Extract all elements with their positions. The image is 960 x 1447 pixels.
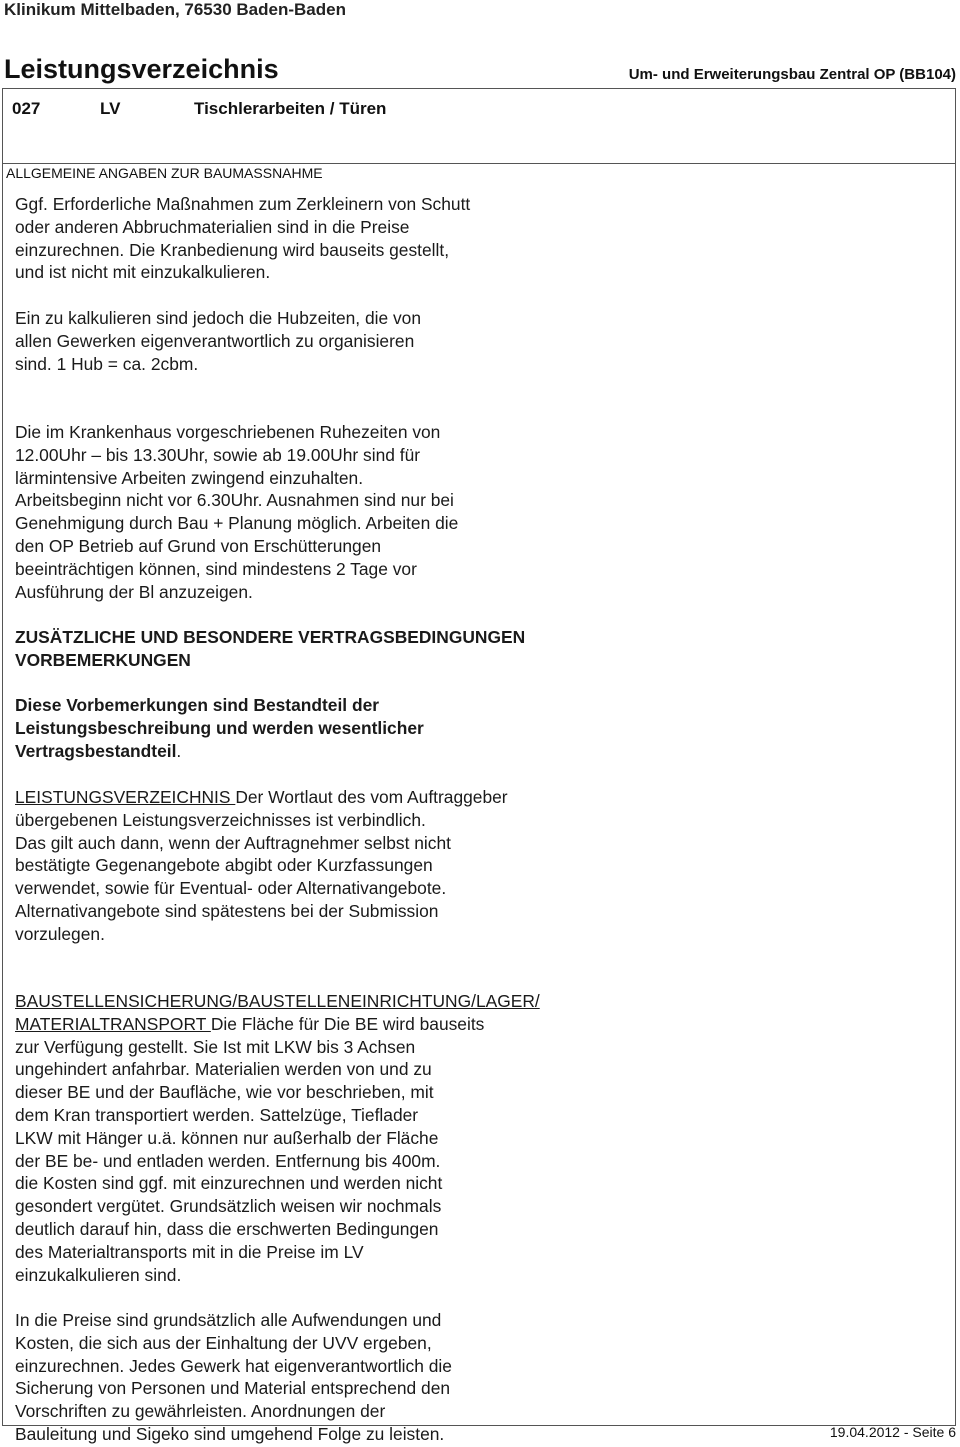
section-label: ALLGEMEINE ANGABEN ZUR BAUMASSNAHME xyxy=(6,165,323,181)
text-line: bestätigte Gegenangebote abgibt oder Kurzfassungen xyxy=(15,855,433,876)
footer-date-page: 19.04.2012 - Seite 6 xyxy=(829,1424,956,1440)
text-line: verwendet, sowie für Eventual- oder Alternativangebote. xyxy=(15,878,447,899)
lv-title: Tischlerarbeiten / Türen xyxy=(194,99,387,118)
text-span: Die Fläche für Die BE wird bauseits xyxy=(210,1013,485,1034)
text-line: Die im Krankenhaus vorgeschriebenen Ruhezeiten von xyxy=(15,422,441,442)
underlined-heading: BAUSTELLENSICHERUNG/BAUSTELLENEINRICHTUNG/LAGER/ xyxy=(15,991,540,1011)
clinic-header: Klinikum Mittelbaden, 76530 Baden-Baden xyxy=(4,0,346,19)
document-title: Leistungsverzeichnis xyxy=(4,54,279,84)
text-line: Arbeitsbeginn nicht vor 6.30Uhr. Ausnahmen sind nur bei xyxy=(15,490,454,511)
text-line: zur Verfügung gestellt. Sie Ist mit LKW bis 3 Achsen xyxy=(15,1036,416,1057)
text-line xyxy=(15,786,655,809)
text-line: Diese Vorbemerkungen sind Bestandteil der xyxy=(15,695,380,715)
period: . xyxy=(176,740,182,761)
paragraph-3 xyxy=(15,421,655,603)
text-line xyxy=(15,740,655,763)
text-line: Ggf. Erforderliche Maßnahmen zum Zerkleinern von Schutt xyxy=(15,194,471,214)
text-line: einzurechnen. Jedes Gewerk hat eigenverantwortlich die xyxy=(15,1355,452,1376)
underlined-heading: MATERIALTRANSPORT xyxy=(15,1013,211,1034)
underlined-heading: LEISTUNGSVERZEICHNIS xyxy=(15,787,236,807)
text-line: sind. 1 Hub = ca. 2cbm. xyxy=(15,353,199,374)
text-line: Kosten, die sich aus der Einhaltung der UVV ergeben, xyxy=(15,1332,432,1353)
text-line: beeinträchtigen können, sind mindestens 2 Tage vor xyxy=(15,558,417,579)
text-line: übergebenen Leistungsverzeichnisses ist verbindlich. xyxy=(15,809,426,830)
paragraph-2 xyxy=(15,307,655,375)
text-line: gesondert vergütet. Grundsätzlich weisen wir nochmals xyxy=(15,1196,442,1217)
paragraph-4 xyxy=(15,694,655,762)
text-line: Bauleitung und Sigeko sind umgehend Folge zu leisten. xyxy=(15,1423,445,1444)
text-line: der BE be- und entladen werden. Entfernung bis 400m. xyxy=(15,1150,441,1171)
text-line: ungehindert anfahrbar. Materialien werden von und zu xyxy=(15,1059,432,1080)
text-span: Der Wortlaut des vom Auftraggeber xyxy=(235,787,508,807)
text-line: Leistungsbeschreibung und werden wesentlicher xyxy=(15,717,424,738)
paragraph-7 xyxy=(15,1309,655,1446)
bold-text: Vertragsbestandteil xyxy=(15,740,177,761)
heading-line: VORBEMERKUNGEN xyxy=(15,649,191,670)
text-line: In die Preise sind grundsätzlich alle Aufwendungen und xyxy=(15,1310,442,1330)
text-line: einzurechnen. Die Kranbedienung wird bauseits gestellt, xyxy=(15,239,450,260)
text-line: Vorschriften zu gewährleisten. Anordnungen der xyxy=(15,1401,386,1422)
text-line: vorzulegen. xyxy=(15,923,105,944)
text-line: dieser BE und der Baufläche, wie vor beschrieben, mit xyxy=(15,1082,434,1103)
text-line: 12.00Uhr – bis 13.30Uhr, sowie ab 19.00Uhr sind für xyxy=(15,444,421,465)
lv-label: LV xyxy=(100,99,121,118)
text-line: die Kosten sind ggf. mit einzurechnen und werden nicht xyxy=(15,1173,443,1194)
paragraph-5 xyxy=(15,786,655,946)
text-line: den OP Betrieb auf Grund von Erschütterungen xyxy=(15,535,382,556)
heading-line: ZUSÄTZLICHE UND BESONDERE VERTRAGSBEDINGUNGEN xyxy=(15,627,526,647)
text-line xyxy=(15,1013,715,1036)
text-line: Ausführung der Bl anzuzeigen. xyxy=(15,581,253,602)
project-name: Um- und Erweiterungsbau Zentral OP (BB104) xyxy=(628,66,956,83)
lv-number: 027 xyxy=(12,99,41,118)
paragraph-1 xyxy=(15,193,655,284)
heading-contract-terms xyxy=(15,626,655,672)
text-line: allen Gewerken eigenverantwortlich zu organisieren xyxy=(15,330,415,351)
text-line: dem Kran transportiert werden. Sattelzüge, Tieflader xyxy=(15,1104,419,1125)
paragraph-6 xyxy=(15,990,715,1286)
text-line: einzukalkulieren sind. xyxy=(15,1264,182,1285)
text-line: Alternativangebote sind spätestens bei der Submission xyxy=(15,900,439,921)
text-line: Genehmigung durch Bau + Planung möglich. Arbeiten die xyxy=(15,513,459,534)
text-line: Ein zu kalkulieren sind jedoch die Hubzeiten, die von xyxy=(15,308,422,328)
header-divider xyxy=(2,163,956,164)
text-line: deutlich darauf hin, dass die erschwerten Bedingungen xyxy=(15,1218,439,1239)
text-line: des Materialtransports mit in die Preise im LV xyxy=(15,1241,364,1262)
text-line: LKW mit Hänger u.ä. können nur außerhalb der Fläche xyxy=(15,1127,439,1148)
text-line: Sicherung von Personen und Material entsprechend den xyxy=(15,1378,451,1399)
text-line: und ist nicht mit einzukalkulieren. xyxy=(15,262,271,283)
text-line: Das gilt auch dann, wenn der Auftragnehmer selbst nicht xyxy=(15,832,451,853)
text-line: oder anderen Abbruchmaterialien sind in die Preise xyxy=(15,216,410,237)
text-line: lärmintensive Arbeiten zwingend einzuhalten. xyxy=(15,467,364,488)
